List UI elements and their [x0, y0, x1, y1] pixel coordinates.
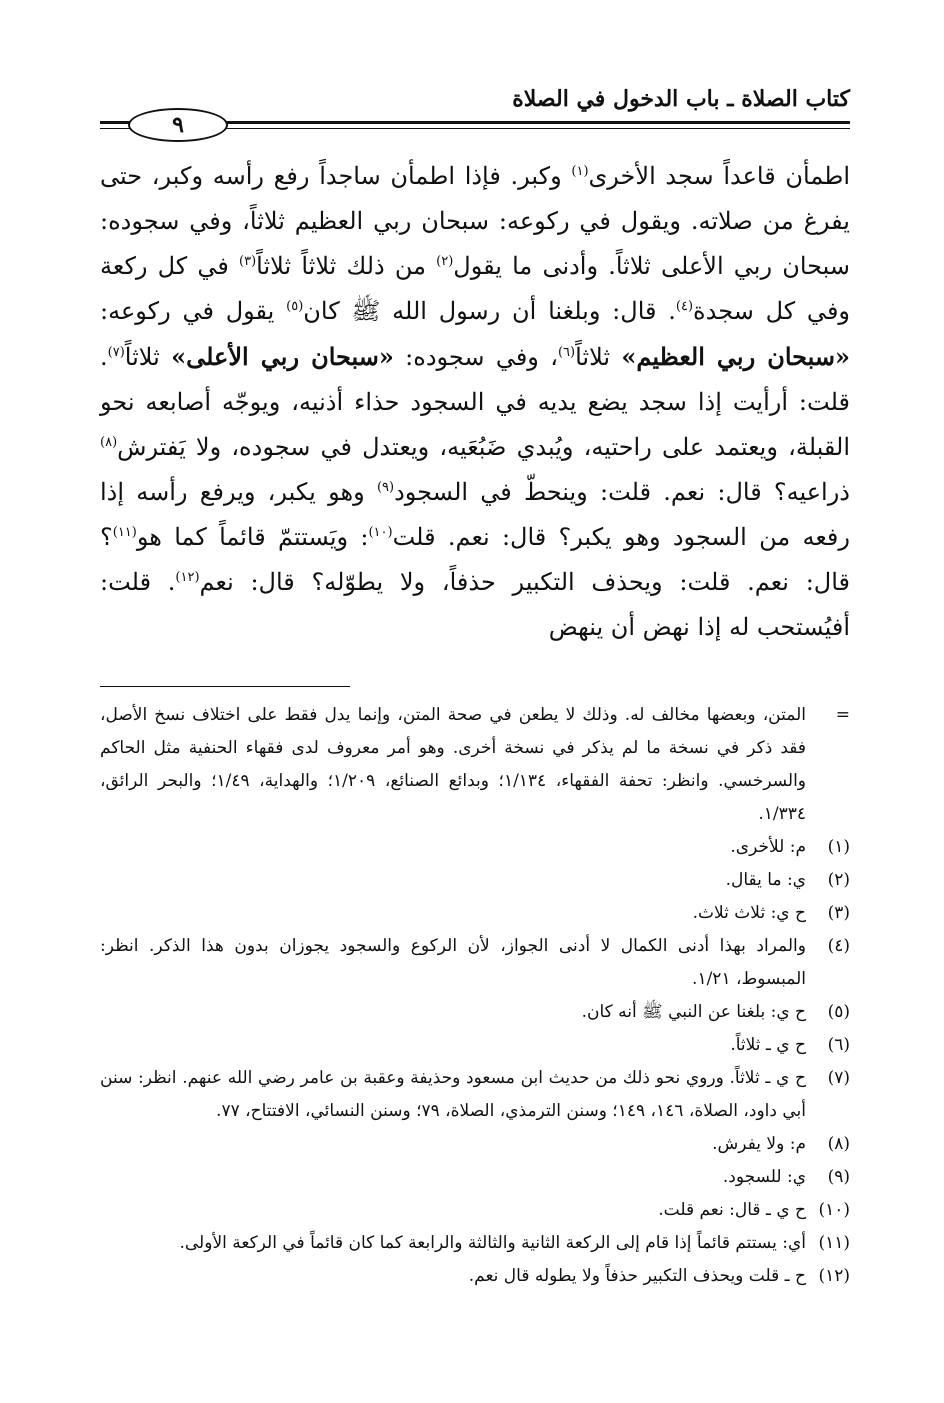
footnote-ref: (١): [571, 164, 589, 179]
footnote-continued: [100, 699, 850, 831]
footnote-9: [100, 1161, 850, 1194]
footnote-marker: (٩): [827, 1167, 850, 1187]
text-run: . قلت: أرأيت إذا سجد يضع يديه في السجود حذاء أذنيه، ويوجّه أصابعه نحو القبلة، ويعتمد على راحتيه، ويُبدي ضَبُعَيه، ويعتدل في سجوده، ولا يَفترش: [100, 343, 850, 461]
footnote-11: [100, 1227, 850, 1260]
footnote-marker: (٤): [827, 936, 850, 956]
footnote-marker: (١١): [818, 1233, 850, 1253]
text-run: ذراعيه؟ قال: نعم. قلت: وينحطّ في السجود: [394, 478, 850, 506]
footnote-2: [100, 864, 850, 897]
footnote-marker: (١٢): [818, 1266, 850, 1286]
text-run: . قلت: أفيُستحب له إذا نهض أن ينهض: [100, 568, 850, 641]
footnote-text: ح ي: بلغنا عن النبي ﷺ أنه كان.: [581, 1002, 806, 1022]
text-run: : ويَستتمّ قائماً كما هو: [136, 523, 369, 551]
footnote-ref: (٩): [376, 480, 395, 495]
footnote-text: ح ـ قلت ويحذف التكبير حذفاً ولا يطوله قال نعم.: [468, 1266, 806, 1286]
footnote-marker: (٢): [827, 870, 850, 890]
footnote-text: أي: يستتم قائماً إذا قام إلى الركعة الثانية والثالثة والرابعة كما كان قائماً في الركعة الأولى.: [179, 1233, 806, 1253]
footnote-5: [100, 996, 850, 1029]
page-number: ٩: [128, 108, 228, 142]
footnote-marker: (٨): [827, 1134, 850, 1154]
footnote-marker: (٥): [827, 1002, 850, 1022]
footnote-text: ح ي: ثلاث ثلاث.: [692, 903, 806, 923]
footnote-8: [100, 1128, 850, 1161]
footnote-ref: (١٠): [368, 525, 393, 540]
text-run: وكبر. فإذا اطمأن ساجداً رفع رأسه وكبر، حتى يفرغ من صلاته. ويقول في ركوعه: سبحان ربي العظيم ثلاثاً، وفي سجوده: سبحان ربي الأعلى ثلاثاً. وأدنى ما يقول: [100, 162, 851, 280]
footnote-3: [100, 897, 850, 930]
footnote-ref: (١١): [112, 525, 137, 540]
footnote-text: ي: ما يقال.: [725, 870, 806, 890]
footnote-text: م: للأخرى.: [730, 837, 806, 857]
footnote-4: [100, 930, 850, 996]
text-run: ثلاثاً: [575, 343, 622, 371]
footnote-ref: (٤): [675, 299, 694, 314]
text-run: اطمأن قاعداً سجد الأخرى: [588, 162, 850, 190]
footnote-ref: (٥): [286, 299, 304, 314]
text-run: ، وفي سجوده:: [393, 343, 558, 371]
footnote-text: والمراد بهذا أدنى الكمال لا أدنى الجواز، لأن الركوع والسجود يجوزان بدون هذا الذكر. انظر: المبسوط، ١/٢١.: [100, 936, 806, 989]
footnote-ref: (٦): [557, 345, 576, 360]
page-header: [100, 78, 850, 136]
footnote-text: ح ي ـ قال: نعم قلت.: [658, 1200, 806, 1220]
footnote-marker: (٣): [827, 903, 850, 923]
footnote-ref: (٢): [436, 254, 454, 269]
footnote-text: ح ي ـ ثلاثاً. وروي نحو ذلك من حديث ابن مسعود وحذيفة وعقبة بن عامر رضي الله عنهم. انظر: سنن أبي داود، الصلاة، ١٤٦، ١٤٩؛ وسنن الترمذي، الصلاة، ٧٩؛ وسنن النسائي، الافتتاح، ٧٧.: [100, 1068, 806, 1121]
text-run: ثلاثاً: [124, 343, 172, 371]
footnote-marker: (٧): [827, 1068, 850, 1088]
running-title: كتاب الصلاة ـ باب الدخول في الصلاة: [512, 86, 850, 112]
footnote-text: ح ي ـ ثلاثاً.: [730, 1035, 806, 1055]
footnote-text: ي: للسجود.: [722, 1167, 806, 1187]
text-run: يقول في ركوعه:: [100, 297, 287, 325]
footnote-ref: (٧): [107, 345, 125, 360]
footnote-10: [100, 1194, 850, 1227]
quoted-dhikr: «سبحان ربي العظيم»: [621, 342, 851, 371]
footnote-1: [100, 831, 850, 864]
footnote-marker: (١٠): [818, 1200, 850, 1220]
footnote-ref: (٣): [239, 254, 257, 269]
text-run: من ذلك ثلاثاً ثلاثاً: [256, 252, 437, 280]
quoted-dhikr: «سبحان ربي الأعلى»: [171, 342, 394, 371]
footnote-separator: [100, 686, 350, 687]
footnote-text: المتن، وبعضها مخالف له. وذلك لا يطعن في صحة المتن، وإنما يدل فقط على اختلاف نسخ الأصل، فقد ذكر في نسخة ما لم يذكر في نسخة أخرى. وهو أمر معروف لدى فقهاء الحنفية مثل الحاكم والسرخسي. وانظر: تحفة الفقهاء، ١/١٣٤؛ وبدائع الصنائع، ١/٢٠٩؛ والهداية، ١/٤٩؛ والبحر الرائق، ١/٣٣٤.: [100, 705, 807, 824]
footnote-6: [100, 1029, 850, 1062]
book-page: [100, 78, 850, 1378]
footnote-7: [100, 1062, 850, 1128]
text-run: . قال: وبلغنا أن رسول الله ﷺ كان: [303, 297, 676, 325]
footnote-marker: (٦): [827, 1035, 850, 1055]
footnotes: [100, 699, 850, 1293]
text-run: في كل ركعة وفي كل سجدة: [100, 252, 851, 325]
footnote-ref: (١٢): [175, 570, 200, 585]
main-text: [100, 154, 850, 650]
footnote-ref: (٨): [100, 435, 118, 450]
footnote-marker: (١): [827, 837, 850, 857]
footnote-marker: =: [835, 705, 850, 725]
text-run: وهو يكبر، ويرفع رأسه إذا رفعه من السجود وهو يكبر؟ قال: نعم. قلت: [100, 478, 850, 551]
text-run: ؟ قال: نعم. قلت: ويحذف التكبير حذفاً، ولا يطوّله؟ قال: نعم: [100, 523, 850, 596]
footnote-12: [100, 1260, 850, 1293]
footnote-text: م: ولا يفرش.: [712, 1134, 806, 1154]
